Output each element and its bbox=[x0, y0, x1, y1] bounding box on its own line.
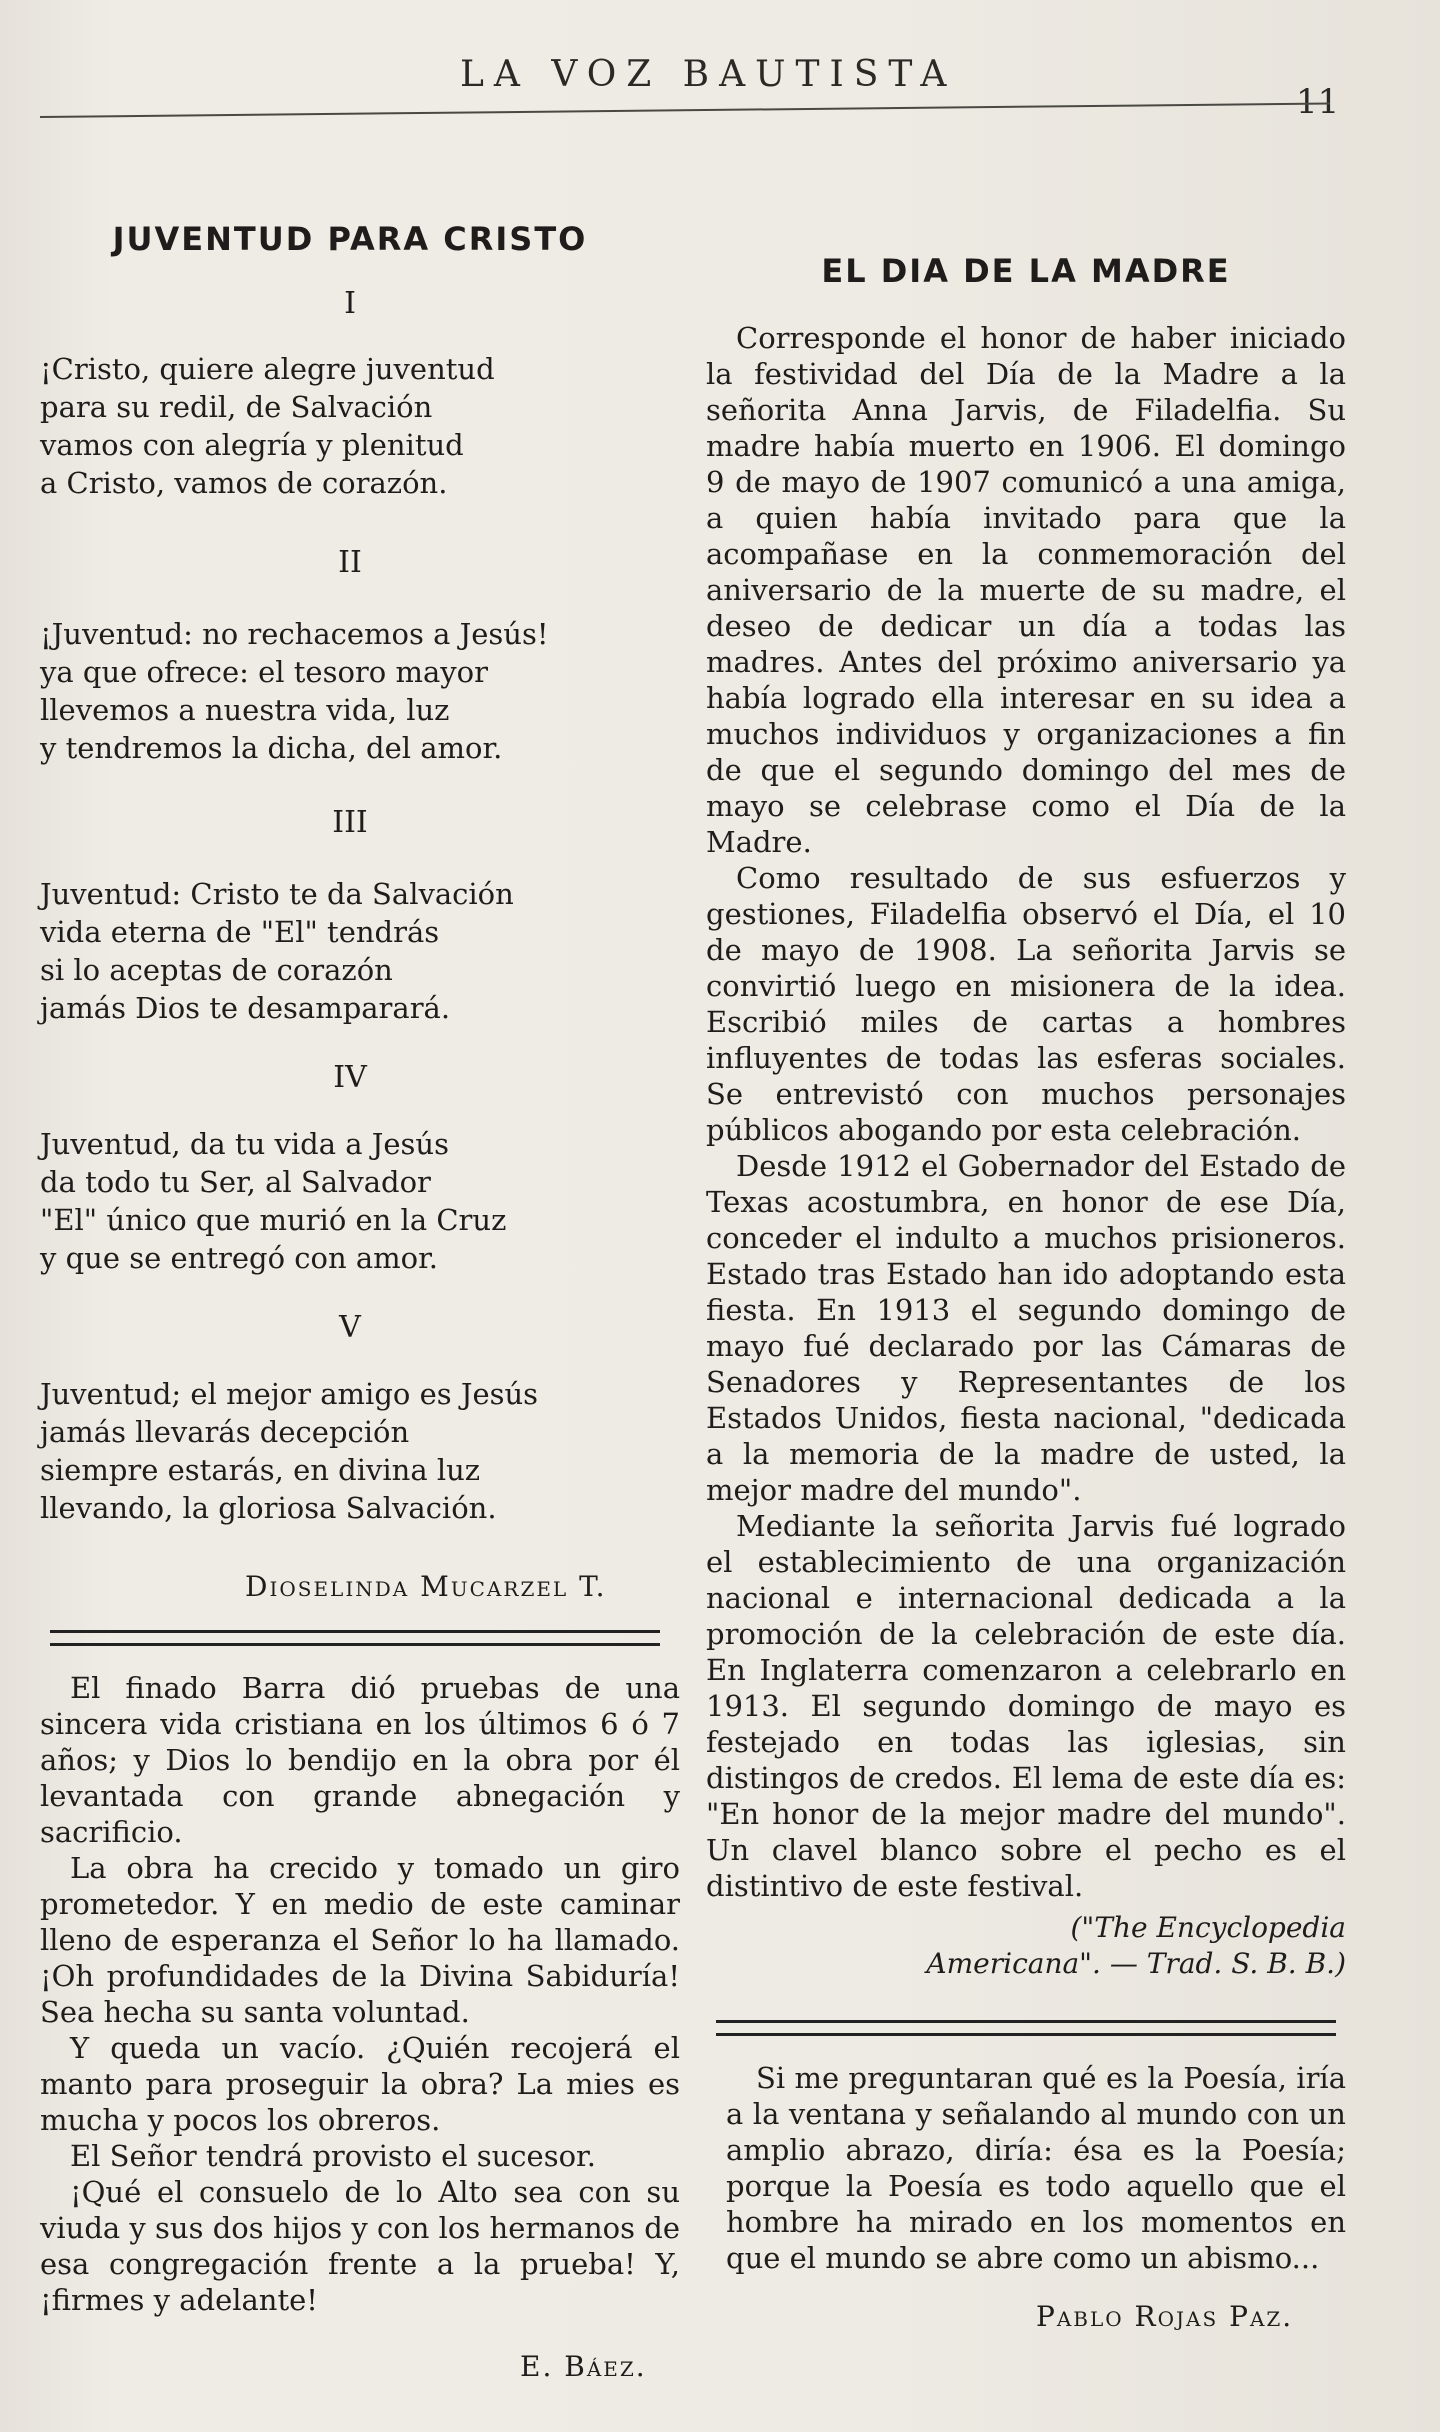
obituary-paragraph: El finado Barra dió pruebas de una sincera vida cristiana en los últimos 6 ó 7 años; y Dios lo bendijo en la obra por él levantada con grande abnegación y sacrificio. bbox=[40, 1671, 680, 1849]
obituary-paragraph: Y queda un vacío. ¿Quién recojerá el manto para proseguir la obra? La mies es mucha y pocos los obreros. bbox=[40, 2031, 680, 2137]
poem-line: para su redil, de Salvación bbox=[40, 390, 433, 424]
poem-line: llevemos a nuestra vida, luz bbox=[40, 693, 450, 727]
poem-line: ¡Juventud: no rechacemos a Jesús! bbox=[40, 617, 549, 651]
poem-line: Juventud, da tu vida a Jesús bbox=[40, 1127, 449, 1161]
stanza bbox=[40, 1125, 640, 1277]
poem-line: vamos con alegría y plenitud bbox=[40, 428, 464, 462]
poem-title: JUVENTUD PARA CRISTO bbox=[112, 220, 588, 258]
article-paragraph: Desde 1912 el Gobernador del Estado de Texas acostumbra, en honor de ese Día, conceder el indulto a muchos prisioneros. Estado tras Estado han ido adoptando esta fiesta. En 1913 el segundo domingo de mayo fué declarado por las Cámaras de Senadores y Representantes de los Estados Unidos, fiesta nacional, "dedicada a la memoria de la madre de usted, la mejor madre del mundo". bbox=[706, 1149, 1346, 1507]
section-divider bbox=[50, 1630, 660, 1646]
poem-line: y tendremos la dicha, del amor. bbox=[40, 731, 503, 765]
poetry-quote bbox=[726, 2060, 1346, 2276]
poem-line: siempre estarás, en divina luz bbox=[40, 1453, 481, 1487]
obituary-paragraph: ¡Qué el consuelo de lo Alto sea con su viuda y sus dos hijos y con los hermanos de esa congregación frente a la prueba! Y, ¡firmes y adelante! bbox=[40, 2175, 680, 2317]
article-paragraph: Corresponde el honor de haber iniciado la festividad del Día de la Madre a la señorita Anna Jarvis, de Filadelfia. Su madre había muerto en 1906. El domingo 9 de mayo de 1907 comunicó a una amiga, a quien había invitado para que la acompañase en la conmemoración del aniversario de la muerte de su madre, el deseo de dedicar un día a todas las madres. Antes del próximo aniversario ya había logrado ella interesar en su idea a muchos individuos y organizaciones a fin de que el segundo domingo del mes de mayo se celebrase como el Día de la Madre. bbox=[706, 321, 1346, 859]
stanza bbox=[40, 1375, 640, 1527]
article-body bbox=[706, 320, 1346, 1904]
poem-line: jamás llevarás decepción bbox=[40, 1415, 410, 1449]
publication-title: LA VOZ BAUTISTA bbox=[460, 54, 957, 95]
page-number: 11 bbox=[1296, 82, 1340, 122]
poetry-quote-author: Pablo Rojas Paz. bbox=[1036, 2300, 1294, 2333]
poem-line: Juventud; el mejor amigo es Jesús bbox=[40, 1377, 539, 1411]
poetry-quote-text: Si me preguntaran qué es la Poesía, iría a la ventana y señalando al mundo con un amplio abrazo, diría: ésa es la Poesía; porque la Poesía es todo aquello que el hombre ha mirado en los momentos en que el mundo se abre como un abismo... bbox=[726, 2061, 1346, 2275]
section-divider bbox=[716, 2020, 1336, 2036]
stanza bbox=[40, 350, 640, 502]
article-title: EL DIA DE LA MADRE bbox=[821, 252, 1231, 290]
article-paragraph: Mediante la señorita Jarvis fué logrado el establecimiento de una organización nacional e internacional dedicada a la promoción de la celebración de este día. En Inglaterra comenzaron a celebrarlo en 1913. El segundo domingo de mayo es festejado en todas las iglesias, sin distingos de credos. El lema de este día es: "En honor de la mejor madre del mundo". Un clavel blanco sobre el pecho es el distintivo de este festival. bbox=[706, 1509, 1346, 1903]
stanza bbox=[40, 615, 640, 767]
poem-line: llevando, la gloriosa Salvación. bbox=[40, 1491, 497, 1525]
poem-author: Dioselinda Mucarzel T. bbox=[245, 1570, 607, 1603]
poem-line: jamás Dios te desamparará. bbox=[40, 991, 451, 1025]
poem-line: da todo tu Ser, al Salvador bbox=[40, 1165, 431, 1199]
obituary-author: E. Báez. bbox=[520, 2350, 647, 2383]
article-paragraph: Como resultado de sus esfuerzos y gestiones, Filadelfia observó el Día, el 10 de mayo de 1908. La señorita Jarvis se convirtió luego en misionera de la idea. Escribió miles de cartas a hombres influyentes de todas las esferas sociales. Se entrevistó con muchos personajes públicos abogando por esta celebración. bbox=[706, 861, 1346, 1147]
poem-line: vida eterna de "El" tendrás bbox=[40, 915, 440, 949]
stanza-numeral: I bbox=[344, 286, 356, 321]
poem-line: Juventud: Cristo te da Salvación bbox=[40, 877, 514, 911]
poem-line: "El" único que murió en la Cruz bbox=[40, 1203, 507, 1237]
obituary-text bbox=[40, 1670, 680, 2318]
poem-line: ¡Cristo, quiere alegre juventud bbox=[40, 352, 495, 386]
poem-line: ya que ofrece: el tesoro mayor bbox=[40, 655, 488, 689]
masthead-rule bbox=[40, 102, 1330, 118]
poem-line: a Cristo, vamos de corazón. bbox=[40, 466, 448, 500]
obituary-paragraph: La obra ha crecido y tomado un giro prometedor. Y en medio de este caminar lleno de esperanza el Señor lo ha llamado. ¡Oh profundidades de la Divina Sabiduría! Sea hecha su santa voluntad. bbox=[40, 1851, 680, 2029]
stanza-numeral: IV bbox=[333, 1060, 367, 1095]
obituary-paragraph: El Señor tendrá provisto el sucesor. bbox=[70, 2139, 596, 2173]
article-source: ("The Encyclopedia Americana". — Trad. S. B. B.) bbox=[926, 1911, 1346, 1980]
stanza-numeral: III bbox=[332, 805, 368, 840]
poem-line: y que se entregó con amor. bbox=[40, 1241, 438, 1275]
masthead bbox=[0, 44, 1440, 134]
poem-line: si lo aceptas de corazón bbox=[40, 953, 393, 987]
stanza bbox=[40, 875, 640, 1027]
stanza-numeral: II bbox=[338, 545, 362, 580]
stanza-numeral: V bbox=[339, 1310, 361, 1345]
